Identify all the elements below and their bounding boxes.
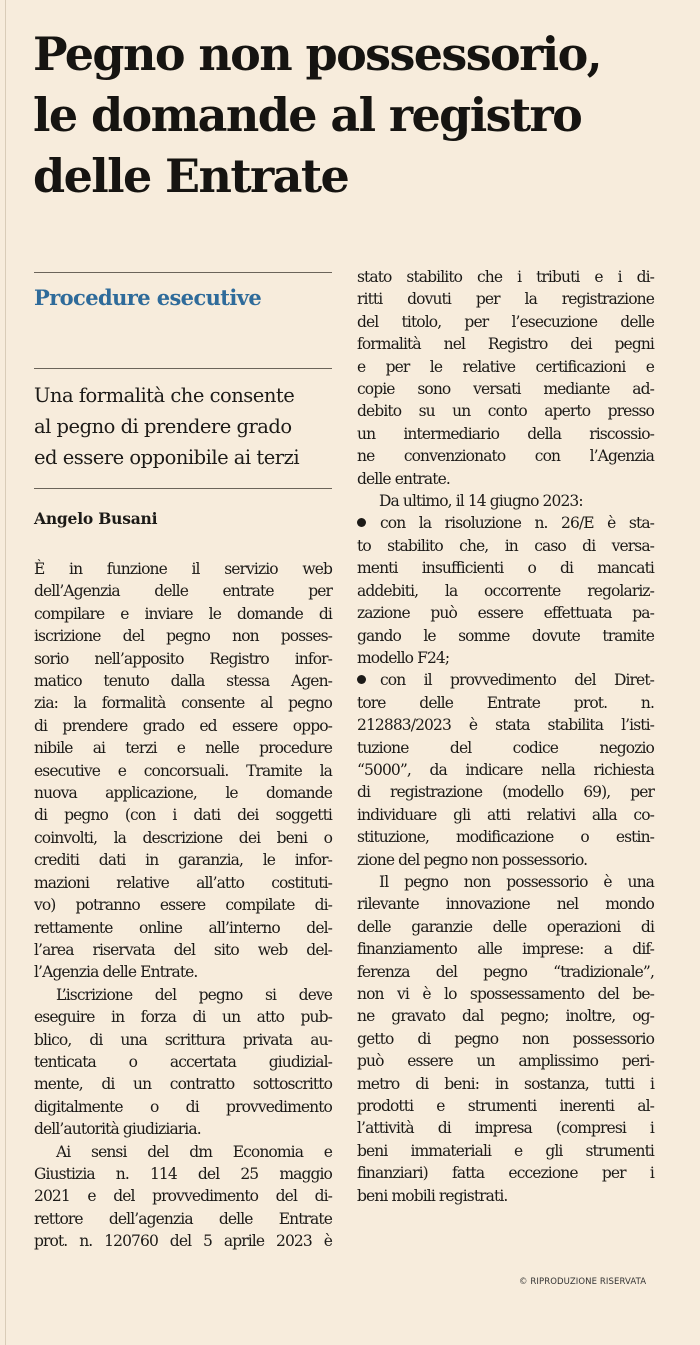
body-line: prot. n. 120760 del 5 aprile 2023 è [34,1232,332,1251]
body-line: digitalmente o di provvedimento [34,1097,332,1116]
body-line: “5000”, da indicare nella richiesta [357,760,654,779]
body-line: getto di pegno non possessorio [357,1029,654,1048]
body-line: beni mobili registrati. [357,1186,508,1205]
body-line: esecutive e concorsuali. Tramite la [34,761,332,780]
body-line: crediti dati in garanzia, le infor- [34,851,332,870]
body-line: delle garanzie delle operazioni di [357,917,654,936]
divider-rule [34,272,332,273]
divider-rule [34,488,332,489]
body-line: finanziari) fatta eccezione per i [357,1164,654,1183]
body-line: l’Agenzia delle Entrate. [34,963,198,982]
body-line: È in funzione il servizio web [34,560,332,578]
body-line: di prendere grado ed essere oppo- [34,716,332,735]
bullet-line [357,512,654,534]
section-kicker: Procedure esecutive [34,285,262,310]
body-line: eseguire in forza di un atto pub- [34,1008,332,1027]
body-line: ne convenzionato con l’Agenzia [357,447,654,466]
body-line: mente, di un contratto sottoscritto [34,1075,332,1094]
body-line: to stabilito che, in caso di versa- [357,536,654,555]
body-line: addebiti, la occorrente regolariz- [357,581,654,600]
body-line: copie sono versati mediante ad- [357,380,654,399]
body-line: prodotti e strumenti inerenti al- [357,1097,654,1116]
body-line: iscrizione del pegno non posses- [34,627,332,646]
body-text: con il provvedimento del Diret- [380,671,654,690]
body-line: rettamente online all’interno del- [34,918,332,937]
body-line: gando le somme dovute tramite [357,626,654,645]
body-line: non vi è lo spossessamento del be- [357,985,654,1003]
body-line: modello F24; [357,648,450,667]
body-line: un intermediario della riscossio- [357,424,654,443]
body-line: tenticata o accertata giudizial- [34,1052,332,1071]
body-line: L’iscrizione del pegno si deve [56,985,332,1004]
body-line: zia: la formalità consente al pegno [34,694,332,713]
body-line: zione del pegno non possessorio. [357,850,588,869]
body-line: beni immateriali e gli strumenti [357,1141,654,1160]
body-line: menti insufficienti o di mancati [357,559,654,578]
body-line: stato stabilito che i tributi e i di- [357,268,654,286]
body-text: con la risoluzione n. 26/E è sta- [380,514,654,533]
body-line: dell’autorità giudiziaria. [34,1120,201,1139]
headline-line: delle Entrate [33,149,349,203]
body-line: tuzione del codice negozio [357,738,654,757]
bullet-icon [357,675,366,684]
body-column-left [34,558,332,1253]
body-line: compilare e inviare le domande di [34,604,332,623]
subheadline [34,380,334,473]
body-line: di pegno (con i dati dei soggetti [34,806,332,825]
body-line: vo) potranno essere compilate di- [34,896,332,915]
body-line: matico tenuto dalla stessa Agen- [34,672,332,691]
body-line: l’attività di impresa (compresi i [357,1119,654,1138]
author-byline: Angelo Busani [34,509,158,528]
body-line: ne gravato dal pegno; inoltre, og- [357,1007,654,1026]
page-edge-line [5,0,6,1345]
body-line: Ai sensi del dm Economia e [56,1142,332,1161]
subheadline-line: Una formalità che consente [34,384,295,407]
subheadline-line: al pegno di prendere grado [34,415,292,438]
body-line: sorio nell’apposito Registro infor- [34,649,332,668]
bullet-icon [357,518,366,527]
body-line: di registrazione (modello 69), per [357,783,654,802]
body-line: dell’Agenzia delle entrate per [34,582,332,601]
headline [33,24,673,207]
body-line: Da ultimo, il 14 giugno 2023: [379,492,583,511]
body-line: del titolo, per l’esecuzione delle [357,312,654,331]
body-line: Il pegno non possessorio è una [379,872,654,891]
body-line: ferenza del pegno “tradizionale”, [357,962,654,981]
body-line: finanziamento alle imprese: a dif- [357,940,654,959]
body-line: nuova applicazione, le domande [34,784,332,803]
body-line: mazioni relative all’atto costituti- [34,873,332,892]
headline-line: Pegno non possessorio, [33,27,602,81]
subheadline-line: ed essere opponibile ai terzi [34,446,300,469]
body-line: rettore dell’agenzia delle Entrate [34,1209,332,1228]
body-line: 212883/2023 è stata stabilita l’isti- [357,716,654,735]
headline-line: le domande al registro [33,88,582,142]
body-line: nibile ai terzi e nelle procedure [34,739,332,758]
body-line: formalità nel Registro dei pegni [357,335,654,354]
body-column-right [357,266,654,1207]
body-line: Giustizia n. 114 del 25 maggio [34,1164,332,1183]
body-line: ritti dovuti per la registrazione [357,290,654,309]
body-line: blico, di una scrittura privata au- [34,1030,332,1049]
bullet-line [357,669,654,691]
body-line: coinvolti, la descrizione dei beni o [34,828,332,847]
body-line: l’area riservata del sito web del- [34,940,332,959]
body-line: e per le relative certificazioni e [357,357,654,376]
body-line: debito su un conto aperto presso [357,402,654,421]
body-line: stituzione, modificazione o estin- [357,828,654,847]
body-line: metro di beni: in sostanza, tutti i [357,1074,654,1093]
body-line: zazione può essere effettuata pa- [357,604,654,623]
copyright-notice: © RIPRODUZIONE RISERVATA [519,1277,647,1287]
body-line: individuare gli atti relativi alla co- [357,805,654,824]
body-line: può essere un amplissimo peri- [357,1052,654,1071]
body-line: tore delle Entrate prot. n. [357,693,654,712]
body-line: delle entrate. [357,469,450,488]
body-line: rilevante innovazione nel mondo [357,895,654,914]
divider-rule [34,368,332,369]
body-line: 2021 e del provvedimento del di- [34,1187,332,1206]
